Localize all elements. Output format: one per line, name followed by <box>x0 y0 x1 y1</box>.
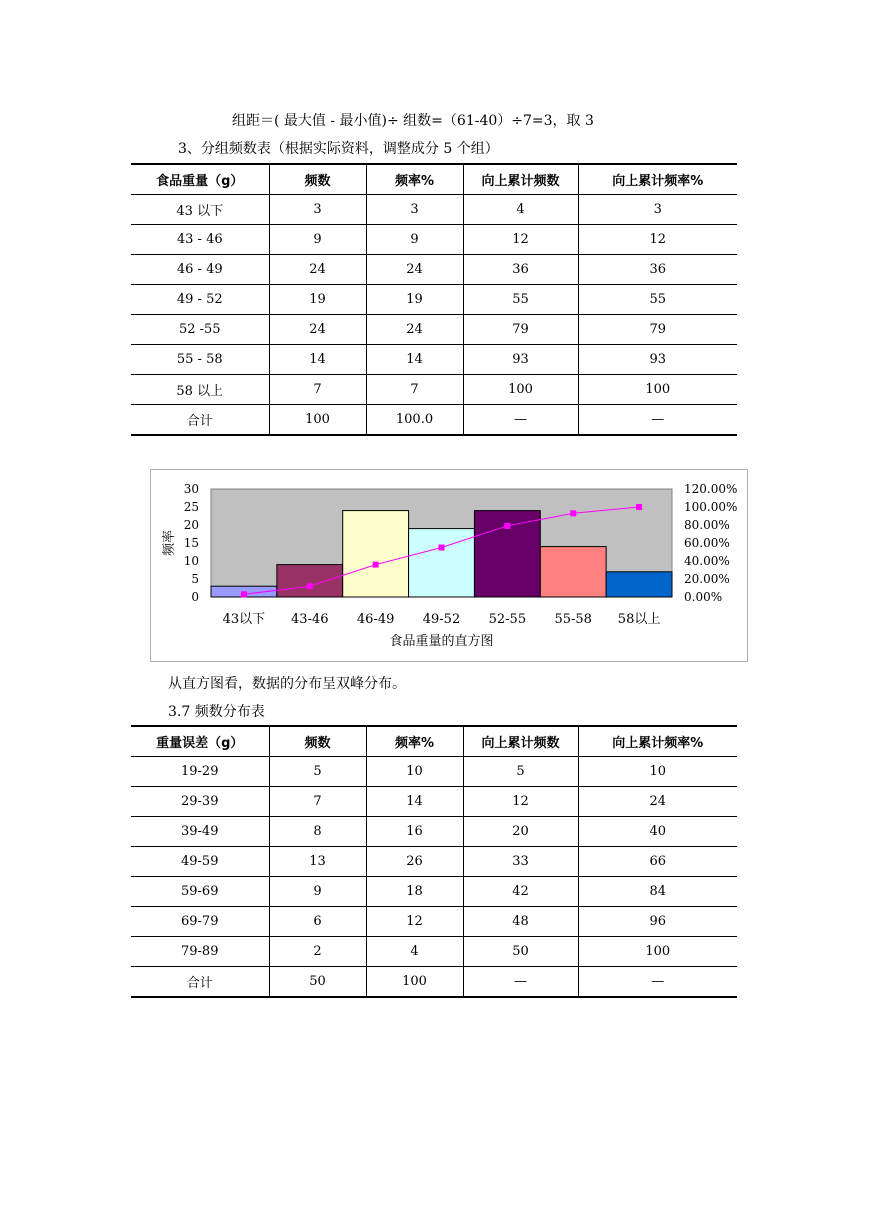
y-tick-label: 25 <box>183 500 199 514</box>
y2-tick-label: 0.00% <box>684 590 723 604</box>
table-row <box>131 907 737 937</box>
table-cell: 5 <box>463 757 578 787</box>
table-cell: 12 <box>463 787 578 817</box>
table-cell: — <box>463 405 578 436</box>
table-row <box>131 315 737 345</box>
histogram-bar <box>277 565 343 597</box>
table-cell: 36 <box>463 255 578 285</box>
section-3-heading: 3、分组频数表（根据实际资料，调整成分 5 个组） <box>178 141 499 157</box>
column-header: 频率% <box>366 726 463 757</box>
conclusion-text: 从直方图看，数据的分布呈双峰分布。 <box>168 676 406 692</box>
table-cell: 79 <box>578 315 737 345</box>
table-cell: 24 <box>269 255 366 285</box>
table-row <box>131 195 737 225</box>
table-cell: 24 <box>578 787 737 817</box>
frequency-table-weight <box>131 163 737 436</box>
table-cell: 79-89 <box>131 937 269 967</box>
table-row <box>131 375 737 405</box>
table-cell: 12 <box>578 225 737 255</box>
table-header-row <box>131 164 737 195</box>
histogram-bar <box>343 511 409 597</box>
table-cell: 19 <box>269 285 366 315</box>
table-row <box>131 877 737 907</box>
table-row <box>131 255 737 285</box>
column-header: 向上累计频数 <box>463 164 578 195</box>
table-cell: 42 <box>463 877 578 907</box>
table-cell: 26 <box>366 847 463 877</box>
table-row <box>131 787 737 817</box>
table-cell: 52 -55 <box>131 315 269 345</box>
table-cell: 24 <box>269 315 366 345</box>
table-cell: 合计 <box>131 967 269 998</box>
table-cell: 9 <box>269 225 366 255</box>
table-cell: 100 <box>463 375 578 405</box>
table-cell: 4 <box>463 195 578 225</box>
column-header: 频率% <box>366 164 463 195</box>
table-cell: 29-39 <box>131 787 269 817</box>
table-cell: 48 <box>463 907 578 937</box>
y-tick-label: 15 <box>183 536 199 550</box>
column-header: 向上累计频率% <box>578 726 737 757</box>
table-cell: 14 <box>269 345 366 375</box>
table-cell: 50 <box>269 967 366 998</box>
table-cell: 33 <box>463 847 578 877</box>
table-cell: 18 <box>366 877 463 907</box>
frequency-table-error <box>131 725 737 998</box>
y2-tick-label: 20.00% <box>684 572 730 586</box>
column-header: 频数 <box>269 726 366 757</box>
table-row <box>131 285 737 315</box>
table-cell: 4 <box>366 937 463 967</box>
cumulative-point <box>439 545 445 551</box>
table-row <box>131 847 737 877</box>
y2-tick-label: 80.00% <box>684 518 730 532</box>
x-category-label: 49-52 <box>422 612 461 627</box>
table-cell: 43 - 46 <box>131 225 269 255</box>
table-row <box>131 225 737 255</box>
table-cell: 16 <box>366 817 463 847</box>
table-row <box>131 937 737 967</box>
table-cell: 100 <box>578 375 737 405</box>
table-cell: 100 <box>269 405 366 436</box>
table-cell: 10 <box>366 757 463 787</box>
table-cell: 49 - 52 <box>131 285 269 315</box>
table-cell: 14 <box>366 787 463 817</box>
table-cell: 39-49 <box>131 817 269 847</box>
y2-tick-label: 120.00% <box>684 482 738 496</box>
cumulative-point <box>307 583 313 589</box>
table-cell: 55 <box>463 285 578 315</box>
histogram-bar <box>606 572 672 597</box>
cumulative-point <box>241 591 247 597</box>
x-category-label: 52-55 <box>488 612 527 627</box>
table-cell: 55 - 58 <box>131 345 269 375</box>
table-cell: — <box>578 405 737 436</box>
table-cell: 50 <box>463 937 578 967</box>
table-cell: 20 <box>463 817 578 847</box>
y-axis-title: 频率 <box>162 529 177 557</box>
table-cell: 96 <box>578 907 737 937</box>
column-header: 向上累计频数 <box>463 726 578 757</box>
table-cell: 6 <box>269 907 366 937</box>
table-cell: 7 <box>269 375 366 405</box>
y-tick-label: 10 <box>183 554 199 568</box>
cumulative-point <box>570 510 576 516</box>
table-cell: 84 <box>578 877 737 907</box>
y2-tick-label: 60.00% <box>684 536 730 550</box>
table-cell: 3 <box>578 195 737 225</box>
table-cell: 8 <box>269 817 366 847</box>
table-cell: 24 <box>366 255 463 285</box>
x-category-label: 58以上 <box>617 612 661 627</box>
table-cell: 100.0 <box>366 405 463 436</box>
table-cell: 100 <box>578 937 737 967</box>
group-interval-formula: 组距＝( 最大值 - 最小值)÷ 组数=（61-40）÷7=3，取 3 <box>232 113 594 129</box>
table-cell: 12 <box>366 907 463 937</box>
table-cell: 93 <box>578 345 737 375</box>
table-cell: 9 <box>366 225 463 255</box>
table-row <box>131 405 737 436</box>
table-cell: 5 <box>269 757 366 787</box>
y2-tick-label: 100.00% <box>684 500 738 514</box>
column-header: 频数 <box>269 164 366 195</box>
table-cell: 19-29 <box>131 757 269 787</box>
cumulative-point <box>504 523 510 529</box>
table-cell: 合计 <box>131 405 269 436</box>
table-cell: — <box>578 967 737 998</box>
table-row <box>131 817 737 847</box>
table-cell: 36 <box>578 255 737 285</box>
table-cell: 40 <box>578 817 737 847</box>
table-cell: 19 <box>366 285 463 315</box>
table-cell: 43 以下 <box>131 195 269 225</box>
table-cell: 100 <box>366 967 463 998</box>
x-category-label: 43以下 <box>222 612 266 627</box>
cumulative-point <box>373 562 379 568</box>
y-tick-label: 0 <box>191 590 199 604</box>
table-cell: 55 <box>578 285 737 315</box>
table-cell: 2 <box>269 937 366 967</box>
table-cell: 79 <box>463 315 578 345</box>
column-header: 向上累计频率% <box>578 164 737 195</box>
table-cell: 7 <box>269 787 366 817</box>
cumulative-point <box>636 504 642 510</box>
x-category-label: 46-49 <box>356 612 395 627</box>
table-header-row <box>131 726 737 757</box>
table-cell: 24 <box>366 315 463 345</box>
y-tick-label: 20 <box>183 518 199 532</box>
table-cell: 59-69 <box>131 877 269 907</box>
table-cell: 12 <box>463 225 578 255</box>
table-cell: 49-59 <box>131 847 269 877</box>
histogram-chart <box>150 469 748 662</box>
table-cell: 3 <box>366 195 463 225</box>
table-cell: 69-79 <box>131 907 269 937</box>
x-category-label: 43-46 <box>291 612 329 627</box>
table-row <box>131 967 737 998</box>
table-cell: 46 - 49 <box>131 255 269 285</box>
table-cell: 93 <box>463 345 578 375</box>
table-row <box>131 757 737 787</box>
column-header: 食品重量（g） <box>131 164 269 195</box>
x-category-label: 55-58 <box>554 612 592 627</box>
table-cell: 3 <box>269 195 366 225</box>
table-cell: 66 <box>578 847 737 877</box>
table-cell: 10 <box>578 757 737 787</box>
y-tick-label: 30 <box>183 482 199 496</box>
histogram-bar <box>540 547 606 597</box>
y2-tick-label: 40.00% <box>684 554 730 568</box>
histogram-bar <box>409 529 475 597</box>
table-cell: 7 <box>366 375 463 405</box>
table-cell: 13 <box>269 847 366 877</box>
section-3-7-heading: 3.7 频数分布表 <box>168 704 265 720</box>
table-row <box>131 345 737 375</box>
table-cell: — <box>463 967 578 998</box>
table-cell: 14 <box>366 345 463 375</box>
histogram-svg <box>151 470 747 661</box>
x-axis-title: 食品重量的直方图 <box>389 634 494 649</box>
table-cell: 9 <box>269 877 366 907</box>
column-header: 重量误差（g） <box>131 726 269 757</box>
table-cell: 58 以上 <box>131 375 269 405</box>
y-tick-label: 5 <box>191 572 199 586</box>
